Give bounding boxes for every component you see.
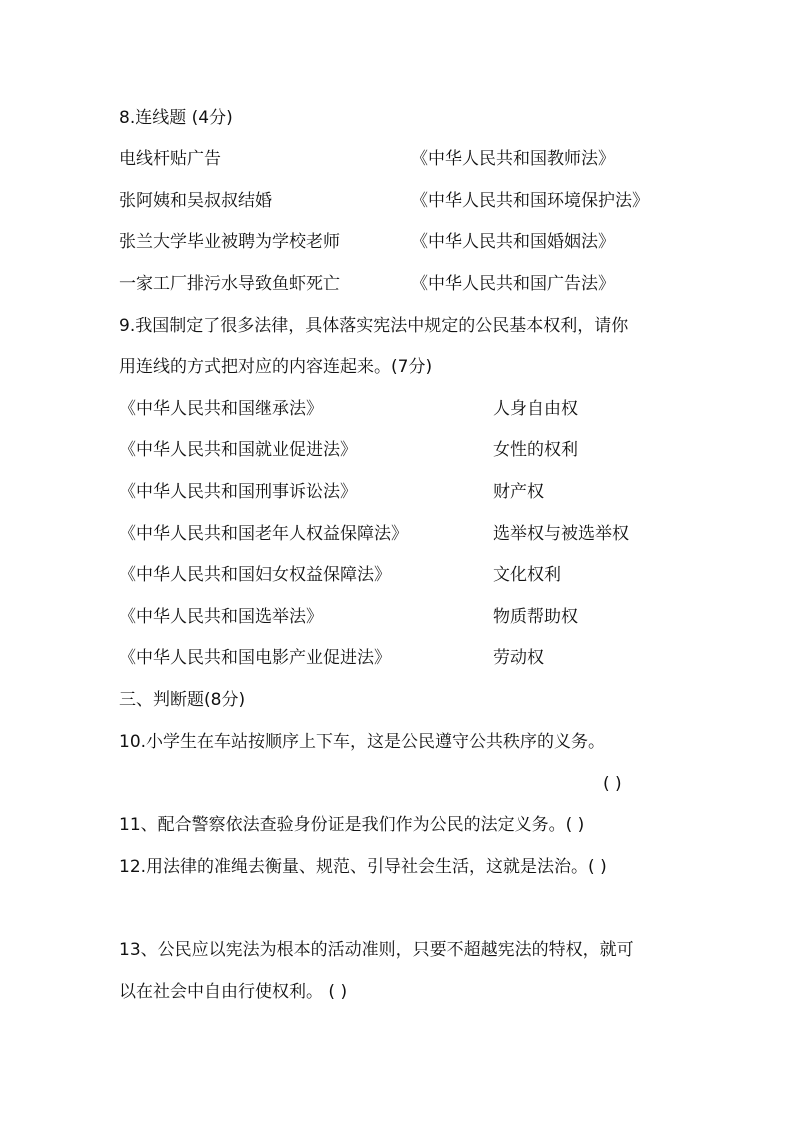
q9-right-item: 财产权 — [493, 482, 544, 502]
q13-line2: 以在社会中自由行使权利。 ( ) — [119, 982, 348, 1002]
q8-left-item: 张兰大学毕业被聘为学校老师 — [119, 232, 340, 252]
q8-left-item: 电线杆贴广告 — [119, 149, 221, 169]
q9-right-item: 选举权与被选举权 — [493, 524, 629, 544]
q8-right-item: 《中华人民共和国教师法》 — [411, 149, 615, 169]
q9-right-item: 女性的权利 — [493, 440, 578, 460]
q9-prompt-line1: 9.我国制定了很多法律，具体落实宪法中规定的公民基本权利，请你 — [119, 316, 629, 336]
q9-right-item: 人身自由权 — [493, 399, 578, 419]
q8-left-item: 张阿姨和吴叔叔结婚 — [119, 191, 272, 211]
q9-right-item: 物质帮助权 — [493, 607, 578, 627]
q9-left-item: 《中华人民共和国刑事诉讼法》 — [119, 482, 357, 502]
q9-left-item: 《中华人民共和国老年人权益保障法》 — [119, 524, 408, 544]
q8-right-item: 《中华人民共和国广告法》 — [411, 274, 615, 294]
q9-left-item: 《中华人民共和国选举法》 — [119, 607, 323, 627]
q8-right-item: 《中华人民共和国环境保护法》 — [411, 191, 649, 211]
section-title: 三、判断题(8分) — [119, 690, 246, 710]
q8-title: 8.连线题 (4分) — [119, 108, 233, 128]
q9-right-item: 劳动权 — [493, 648, 544, 668]
q13-line1: 13、公民应以宪法为根本的活动准则，只要不超越宪法的特权，就可 — [119, 940, 634, 960]
q9-left-item: 《中华人民共和国就业促进法》 — [119, 440, 357, 460]
q9-right-item: 文化权利 — [493, 565, 561, 585]
q9-left-item: 《中华人民共和国继承法》 — [119, 399, 323, 419]
q9-left-item: 《中华人民共和国电影产业促进法》 — [119, 648, 391, 668]
q8-left-item: 一家工厂排污水导致鱼虾死亡 — [119, 274, 340, 294]
q10-answer-paren: ( ) — [603, 774, 622, 794]
q10-text: 10.小学生在车站按顺序上下车，这是公民遵守公共秩序的义务。 — [119, 732, 606, 752]
q11-text: 11、配合警察依法查验身份证是我们作为公民的法定义务。( ) — [119, 815, 585, 835]
q8-right-item: 《中华人民共和国婚姻法》 — [411, 232, 615, 252]
q12-text: 12.用法律的准绳去衡量、规范、引导社会生活，这就是法治。( ) — [119, 857, 607, 877]
q9-prompt-line2: 用连线的方式把对应的内容连起来。(7分) — [119, 357, 433, 377]
q9-left-item: 《中华人民共和国妇女权益保障法》 — [119, 565, 391, 585]
